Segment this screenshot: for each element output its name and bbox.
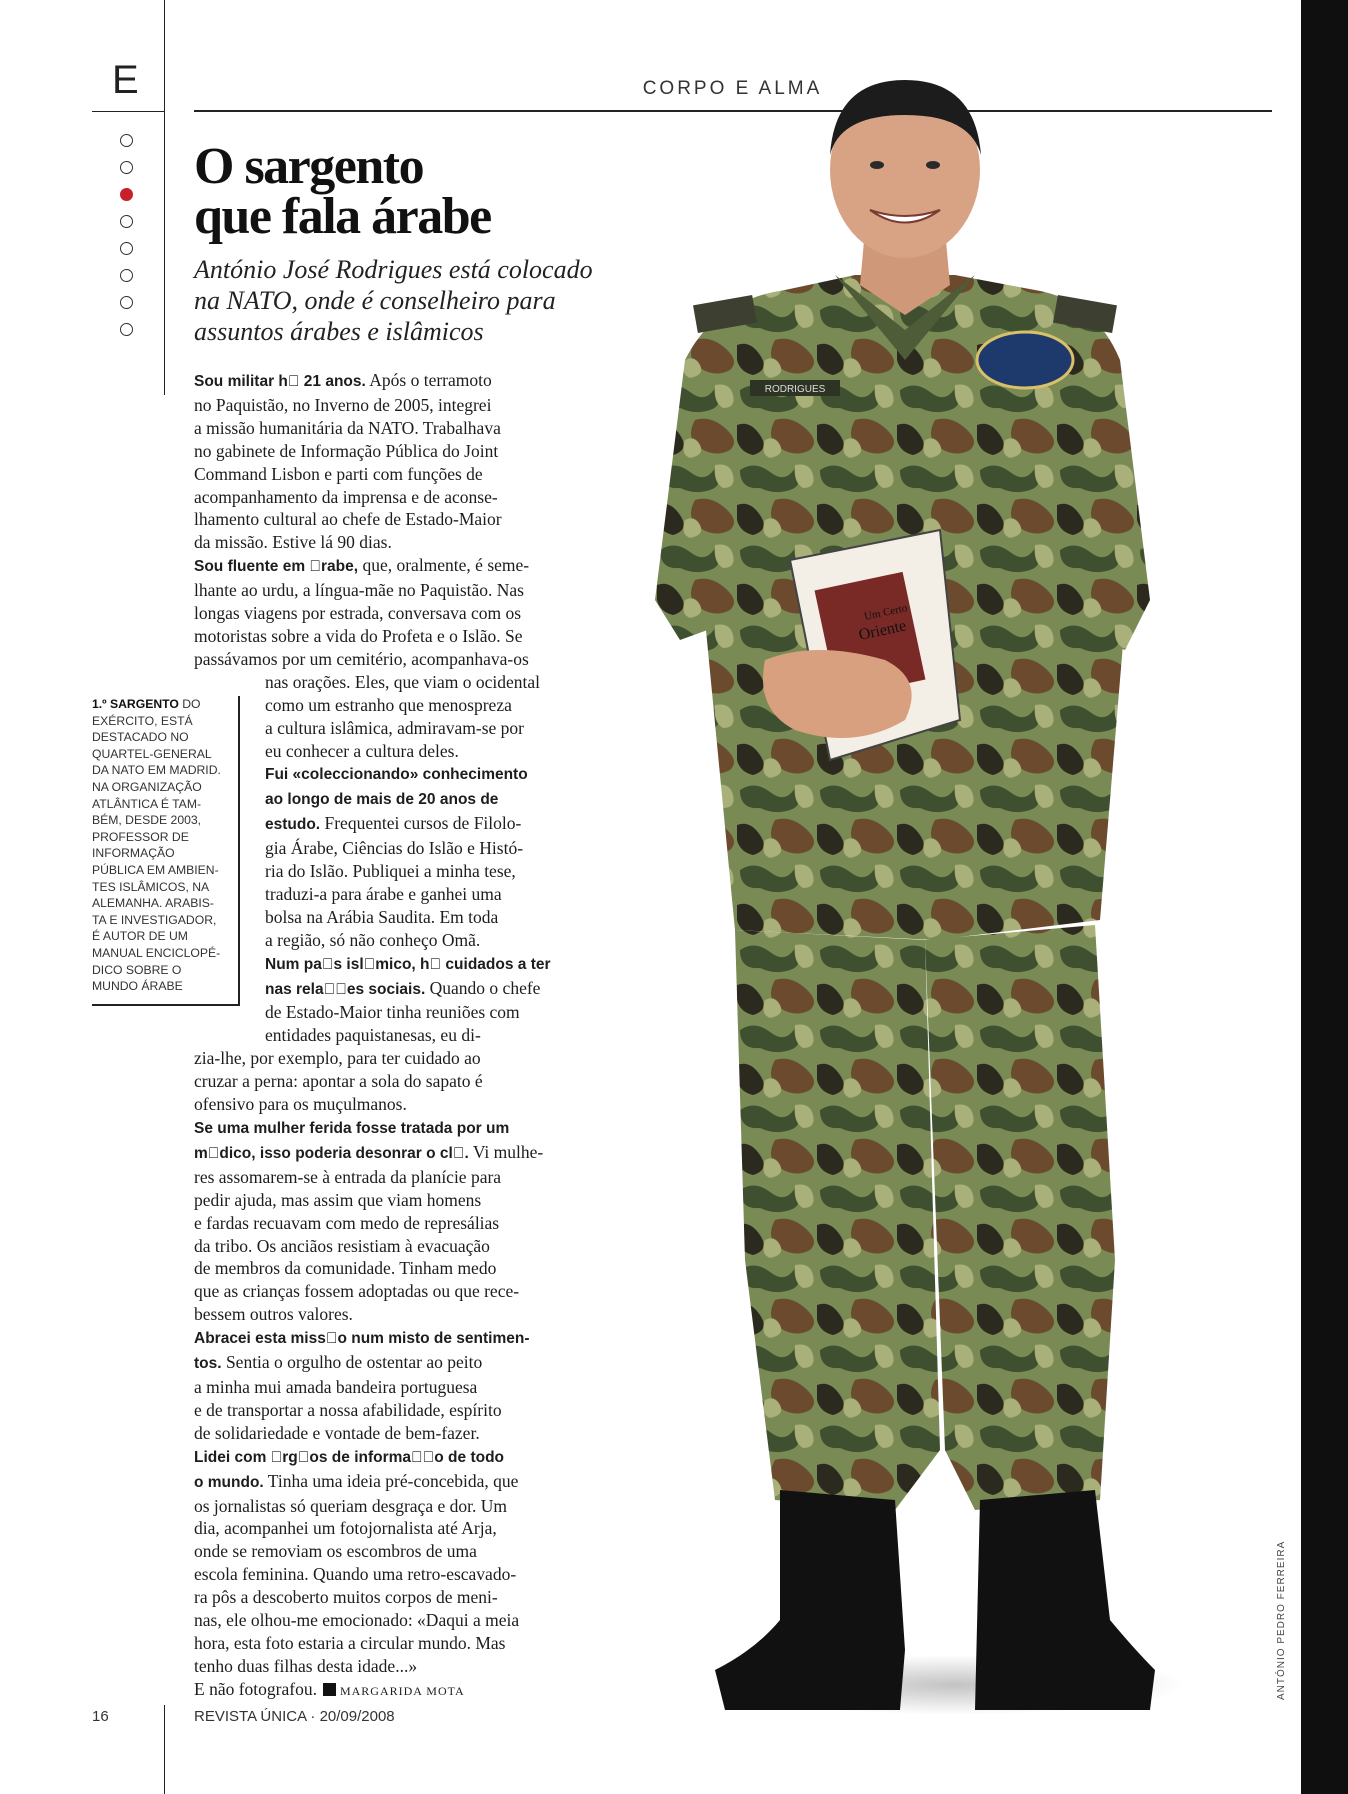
body-line: [194, 579, 569, 602]
sidebar-line: [92, 912, 238, 929]
body-text: nas orações. Eles, que viam o ocidental: [265, 671, 541, 692]
body-text: bolsa na Arábia Saudita. Em toda: [265, 906, 499, 927]
sidebar-text: MUNDO ÁRABE: [92, 979, 183, 994]
paragraph-lead: Num pa s isl mico, h  cuidados a ter: [265, 955, 551, 973]
body-line: [194, 417, 569, 440]
progress-dot: [120, 161, 133, 174]
body-line: [194, 1517, 569, 1540]
body-line: [194, 1303, 569, 1326]
body-text: a minha mui amada bandeira portuguesa: [194, 1376, 478, 1397]
body-line: [194, 1445, 569, 1470]
sidebar-text: DICO SOBRE O: [92, 962, 182, 977]
body-text: os jornalistas só queriam desgraça e dor. Um: [194, 1495, 507, 1516]
body-text: traduzi-a para árabe e ganhei uma: [265, 883, 502, 904]
sidebar-line: [92, 713, 238, 730]
sidebar-text: ALEMANHA. ARABIS-: [92, 896, 214, 911]
paragraph-lead: estudo.: [265, 816, 321, 834]
body-line: [194, 1001, 569, 1024]
body-line: [194, 1166, 569, 1189]
sidebar-line: [92, 895, 238, 912]
paragraph-lead: tos.: [194, 1355, 222, 1373]
body-text: da missão. Estive lá 90 dias.: [194, 532, 392, 553]
body-line: [194, 1399, 569, 1422]
body-text: onde se removiam os escombros de uma: [194, 1541, 477, 1562]
body-text: entidades paquistanesas, eu di-: [265, 1025, 481, 1046]
body-text: lhante ao urdu, a língua-mãe no Paquistão. Nas: [194, 580, 524, 601]
body-text: de Estado-Maior tinha reuniões com: [265, 1002, 520, 1023]
paragraph-lead: Sou fluente em  rabe,: [194, 558, 359, 576]
name-tape: RODRIGUES: [764, 384, 826, 395]
standfirst-line: na NATO, onde é conselheiro para: [194, 286, 556, 315]
body-text: hora, esta foto estaria a circular mundo. Mas: [194, 1632, 506, 1653]
closing-line: [194, 1678, 569, 1703]
body-text: a cultura islâmica, admiravam-se por: [265, 717, 524, 738]
body-line: [194, 694, 569, 717]
body-text: Tinha uma ideia pré-concebida, que: [263, 1470, 519, 1491]
progress-dot: [120, 296, 133, 309]
body-text: ria do Islão. Publiquei a minha tese,: [265, 861, 516, 882]
body-line: [194, 625, 569, 648]
sidebar-text: DO: [178, 697, 201, 711]
body-line: [194, 1189, 569, 1212]
body-line: [194, 1141, 569, 1166]
sidebar-text: ATLÂNTICA É TAM-: [92, 796, 202, 811]
body-line: [194, 648, 569, 671]
body-line: [194, 369, 569, 394]
body-line: [194, 554, 569, 579]
body-text: nas, ele olhou-me emocionado: «Daqui a meia: [194, 1610, 520, 1631]
body-line: [194, 812, 569, 837]
trousers-right: [925, 925, 1115, 1510]
headline-line: O sargento: [194, 138, 424, 195]
body-line: [194, 1563, 569, 1586]
bio-sidebar: [92, 696, 240, 1006]
body-text: de membros da comunidade. Tinham medo: [194, 1258, 497, 1279]
book-title-2: Oriente: [857, 617, 908, 644]
body-text: cruzar a perna: apontar a sola do sapato é: [194, 1071, 483, 1092]
body-text: res assomarem-se à entrada da planície para: [194, 1166, 502, 1187]
paragraph-lead: ao longo de mais de 20 anos de: [265, 791, 499, 809]
body-text: passávamos por um cemitério, acompanhava-os: [194, 648, 529, 669]
sidebar-text: TA E INVESTIGADOR,: [92, 912, 217, 927]
sidebar-line: [92, 812, 238, 829]
sidebar-text: NA ORGANIZAÇÃO: [92, 779, 202, 794]
body-line: [194, 1093, 569, 1116]
body-text: Command Lisbon e parti com funções de: [194, 463, 483, 484]
body-text: bessem outros valores.: [194, 1304, 353, 1325]
sidebar-line: [92, 829, 238, 846]
body-line: [194, 602, 569, 625]
author-signature: MARGARIDA MOTA: [339, 1683, 465, 1698]
body-line: [194, 1257, 569, 1280]
paragraph-lead: Lidei com  rg os de informa  o de todo: [194, 1448, 505, 1466]
body-text: tenho duas filhas desta idade...»: [194, 1655, 418, 1676]
boot-right: [975, 1490, 1155, 1710]
body-text: acompanhamento da imprensa e de aconse-: [194, 486, 498, 507]
body-text: da tribo. Os anciãos resistiam à evacuação: [194, 1235, 490, 1256]
body-text: no Paquistão, no Inverno de 2005, integrei: [194, 394, 492, 415]
article-body: [194, 369, 569, 1703]
body-text: Frequentei cursos de Filolo-: [320, 813, 522, 834]
sidebar-line: [92, 746, 238, 763]
paragraph-lead: Abracei esta miss o num misto de sentimen-: [194, 1330, 530, 1348]
body-line: [194, 717, 569, 740]
sidebar-text: INFORMAÇÃO: [92, 846, 175, 861]
body-line: [194, 787, 569, 812]
body-line: [194, 1586, 569, 1609]
section-letter: E: [112, 58, 139, 102]
body-text: lhamento cultural ao chefe de Estado-Maior: [194, 509, 502, 530]
sidebar-line: [92, 796, 238, 813]
sidebar-lead: 1.º SARGENTO: [92, 697, 179, 711]
body-line: [194, 1351, 569, 1376]
body-line: [194, 1070, 569, 1093]
progress-dot: [120, 269, 133, 282]
body-line: [194, 906, 569, 929]
body-line: [194, 394, 569, 417]
paragraph-lead: m dico, isso poderia desonrar o cl .: [194, 1144, 469, 1162]
book-title-1: Um Certo: [863, 602, 909, 623]
body-text: e de transportar a nossa afabilidade, espírito: [194, 1399, 502, 1420]
body-line: [194, 508, 569, 531]
body-text: dia, acompanhei um fotojornalista até Arja,: [194, 1518, 497, 1539]
unit-patch: [977, 332, 1073, 388]
sidebar-line: [92, 779, 238, 796]
page-edge-bar: [1301, 0, 1348, 1794]
margin-rule: [164, 0, 165, 395]
page-number: 16: [92, 1708, 109, 1725]
sidebar-line: [92, 845, 238, 862]
sidebar-line: [92, 978, 238, 995]
sidebar-line: [92, 879, 238, 896]
standfirst: [194, 254, 614, 347]
body-line: [194, 1116, 569, 1141]
body-line: [194, 463, 569, 486]
sidebar-line: [92, 928, 238, 945]
sidebar-line: [92, 729, 238, 746]
sidebar-line: [92, 945, 238, 962]
body-line: [194, 952, 569, 977]
sidebar-text: PÚBLICA EM AMBIEN-: [92, 862, 219, 877]
body-text: motoristas sobre a vida do Profeta e o Islão. Se: [194, 625, 523, 646]
body-line: [194, 977, 569, 1002]
sidebar-text: PROFESSOR DE: [92, 829, 189, 844]
body-line: [194, 1326, 569, 1351]
standfirst-line: António José Rodrigues está colocado: [194, 255, 593, 284]
sidebar-text: TES ISLÂMICOS, NA: [92, 879, 210, 894]
section-progress-dots: [120, 134, 133, 350]
headline: [194, 138, 614, 245]
body-line: [194, 837, 569, 860]
section-letter-rule: [92, 111, 164, 112]
photo-credit: ANTÓNIO PEDRO FERREIRA: [1276, 1540, 1287, 1700]
body-line: [194, 440, 569, 463]
body-line: [194, 740, 569, 763]
trousers-left: [735, 930, 940, 1510]
section-kicker: CORPO E ALMA: [642, 78, 823, 99]
body-text: Quando o chefe: [425, 977, 541, 998]
body-line: [194, 1024, 569, 1047]
body-text: Vi mulhe-: [468, 1141, 544, 1162]
body-text: eu conhecer a cultura deles.: [265, 740, 459, 761]
paragraph-lead: o mundo.: [194, 1473, 264, 1491]
boot-left: [715, 1490, 905, 1710]
body-text: a região, só não conheço Omã.: [265, 929, 481, 950]
body-text: que, oralmente, é seme-: [358, 555, 530, 576]
body-text: pedir ajuda, mas assim que viam homens: [194, 1189, 482, 1210]
closing-text: E não fotografou.: [194, 1678, 317, 1699]
progress-dot: [120, 242, 133, 255]
body-text: de solidariedade e vontade de bem-fazer.: [194, 1422, 480, 1443]
sidebar-text: EXÉRCITO, ESTÁ: [92, 713, 193, 728]
body-line: [194, 929, 569, 952]
sidebar-line: [92, 962, 238, 979]
headline-line: que fala árabe: [194, 188, 491, 245]
body-text: ra pôs a descoberto muitos corpos de meni-: [194, 1587, 498, 1608]
soldier-photo: [655, 60, 1215, 1720]
body-text: zia-lhe, por exemplo, para ter cuidado ao: [194, 1048, 481, 1069]
body-line: [194, 486, 569, 509]
body-text: como um estranho que menospreza: [265, 694, 512, 715]
body-text: escola feminina. Quando uma retro-escavado-: [194, 1564, 517, 1585]
body-text: e fardas recuavam com medo de represálias: [194, 1212, 500, 1233]
end-mark-icon: [323, 1683, 336, 1696]
body-text: ofensivo para os muçulmanos.: [194, 1094, 407, 1115]
body-text: gia Árabe, Ciências do Islão e Histó-: [265, 838, 524, 859]
paragraph-lead: nas rela  es sociais.: [265, 980, 426, 998]
sidebar-text: QUARTEL-GENERAL: [92, 746, 212, 761]
paragraph-lead: Fui «coleccionando» conhecimento: [265, 766, 528, 784]
sidebar-text: MANUAL ENCICLOPÉ-: [92, 945, 221, 960]
body-text: Após o terramoto: [365, 370, 492, 390]
sidebar-line: [92, 696, 238, 713]
body-text: que as crianças fossem adoptadas ou que rece-: [194, 1281, 520, 1302]
footer-margin-rule: [164, 1705, 165, 1794]
body-line: [194, 1376, 569, 1399]
sidebar-text: DA NATO EM MADRID.: [92, 763, 221, 778]
sidebar-line: [92, 762, 238, 779]
paragraph-lead: Sou militar h  21 anos.: [194, 373, 366, 390]
body-line: [194, 1422, 569, 1445]
body-line: [194, 1280, 569, 1303]
body-text: no gabinete de Informação Pública do Joint: [194, 440, 499, 461]
standfirst-line: assuntos árabes e islâmicos: [194, 317, 484, 346]
body-line: [194, 762, 569, 787]
progress-dot: [120, 323, 133, 336]
body-line: [194, 1212, 569, 1235]
body-text: Sentia o orgulho de ostentar ao peito: [221, 1352, 483, 1373]
sidebar-text: BÉM, DESDE 2003,: [92, 813, 202, 828]
body-text: longas viagens por estrada, conversava com os: [194, 603, 522, 624]
body-line: [194, 1235, 569, 1258]
progress-dot: [120, 215, 133, 228]
body-line: [194, 1470, 569, 1495]
body-line: [194, 1047, 569, 1070]
sidebar-text: É AUTOR DE UM: [92, 929, 188, 944]
sidebar-text: DESTACADO NO: [92, 730, 189, 745]
body-line: [194, 671, 569, 694]
body-line: [194, 1632, 569, 1655]
body-line: [194, 1655, 569, 1678]
body-line: [194, 1495, 569, 1518]
paragraph-lead: Se uma mulher ferida fosse tratada por um: [194, 1120, 510, 1137]
sidebar-line: [92, 862, 238, 879]
body-line: [194, 1540, 569, 1563]
body-line: [194, 883, 569, 906]
body-text: a missão humanitária da NATO. Trabalhava: [194, 417, 501, 438]
body-line: [194, 1609, 569, 1632]
body-line: [194, 531, 569, 554]
body-line: [194, 860, 569, 883]
magazine-issue: REVISTA ÚNICA · 20/09/2008: [194, 1708, 395, 1725]
progress-dot: [120, 134, 133, 147]
progress-dot-active: [120, 188, 133, 201]
